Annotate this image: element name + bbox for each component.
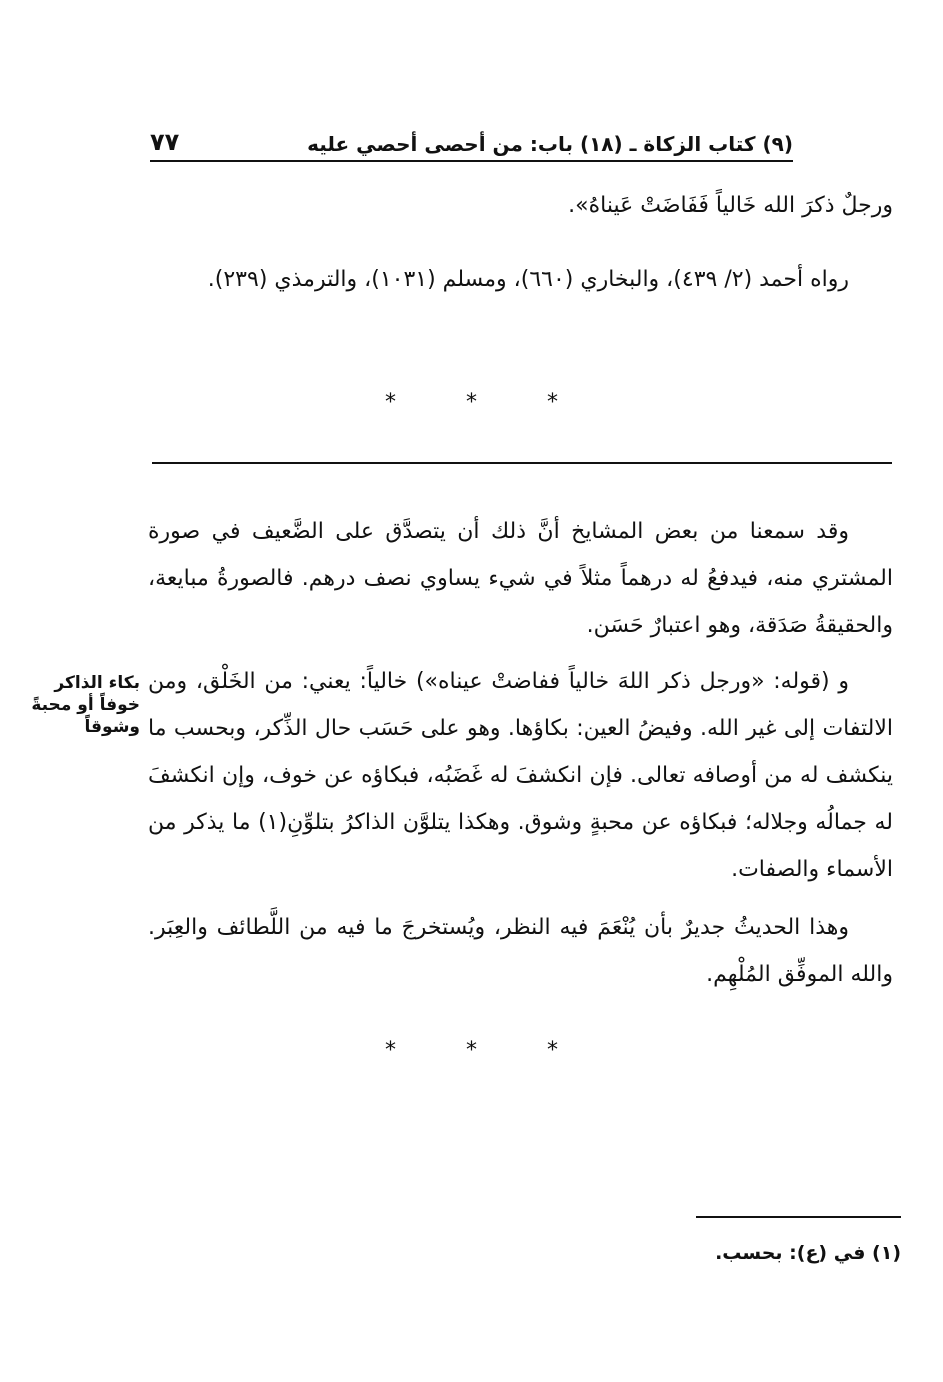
- hadith-ending: ورجلٌ ذكرَ الله خَالياً فَفَاضَتْ عَيناهُ».: [568, 193, 893, 218]
- text-commentary-divider: [152, 462, 892, 464]
- star-1: *: [385, 390, 396, 415]
- section-separator-top: [150, 390, 793, 420]
- page-number: ٧٧: [150, 128, 180, 156]
- commentary-paragraph-2: و (قوله: «ورجل ذكر اللهَ خالياً ففاضتْ عيناه») خالياً: يعني: من الخَلْق، ومن الالتفات إلى غير الله. وفيضُ العين: بكاؤها. وهو على حَسَب حال الذِّكر، وبحسب ما ينكشف له من أوصافه تعالى. فإن انكشفَ له غَضَبُه، فبكاؤه عن خوف، وإن انكشفَ له جمالُه وجلاله؛ فبكاؤه عن محبةٍ وشوق. وهكذا يتلوَّن الذاكرُ بتلوِّنِ(١) ما يذكر من الأسماء والصفات.: [148, 669, 893, 882]
- section-separator-bottom: [150, 1038, 793, 1068]
- star-1: *: [385, 1038, 396, 1063]
- commentary-paragraph-1: وقد سمعنا من بعض المشايخ أنَّ ذلك أن يتصدَّق على الضَّعيف في صورة المشتري منه، فيدفعُ له درهماً مثلاً في شيء يساوي نصف درهم. فالصورةُ مبايعة، والحقيقةُ صَدَقة، وهو اعتبارٌ حَسَن.: [148, 519, 893, 638]
- hadith-sources: رواه أحمد (٢/ ٤٣٩)، والبخاري (٦٦٠)، ومسلم (١٠٣١)، والترمذي (٢٣٩).: [207, 267, 849, 292]
- star-2: *: [466, 1038, 477, 1063]
- commentary-paragraph-3: وهذا الحديثُ جديرٌ بأن يُنْعَمَ فيه النظر، ويُستخرجَ ما فيه من اللَّطائف والعِبَر. والله الموفِّق المُلْهِم.: [148, 915, 893, 987]
- running-header: [150, 118, 793, 162]
- star-3: *: [547, 390, 558, 415]
- star-3: *: [547, 1038, 558, 1063]
- footnote: (١) في (ع): بحسب.: [715, 1242, 901, 1264]
- star-2: *: [466, 390, 477, 415]
- footnote-divider: [696, 1216, 901, 1218]
- header-title: (٩) كتاب الزكاة ـ (١٨) باب: من أحصى أحصي عليه: [307, 132, 793, 156]
- margin-note: بكاء الذاكر خوفاً أو محبةً وشوقاً: [31, 673, 140, 737]
